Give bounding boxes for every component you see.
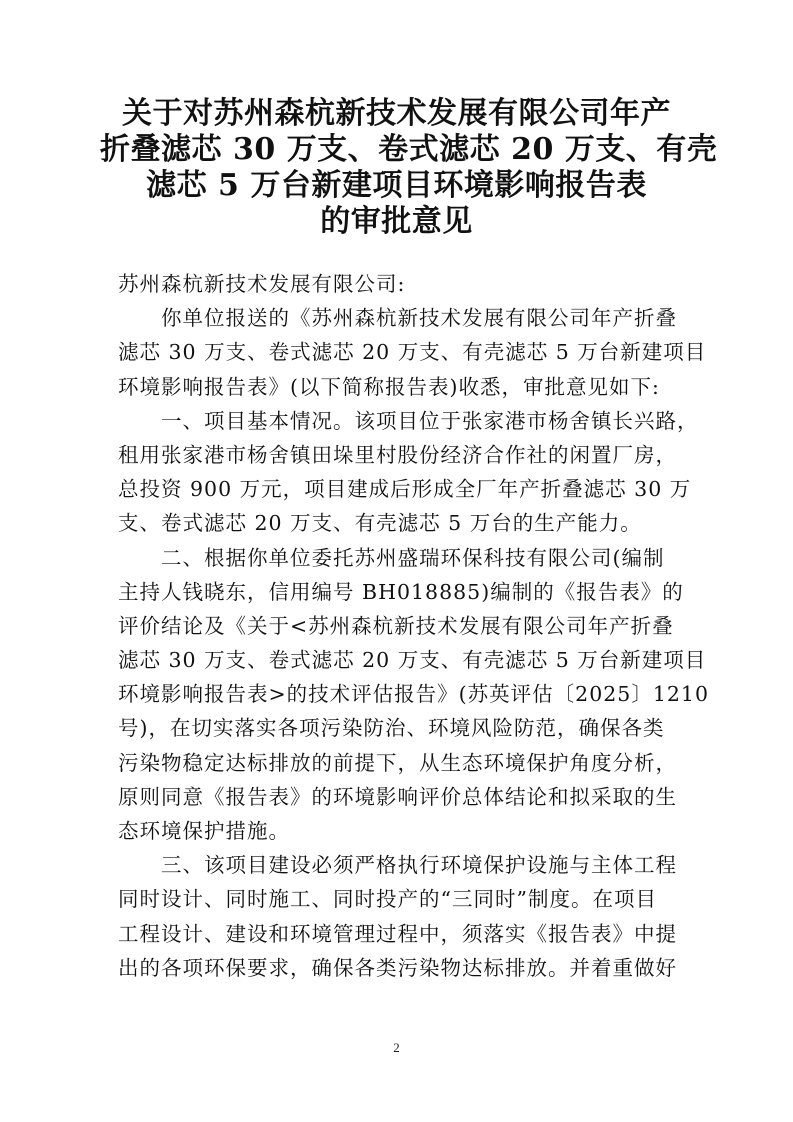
paragraph-line: 支、卷式滤芯 20 万支、有壳滤芯 5 万台的生产能力。 bbox=[118, 511, 642, 536]
paragraph-line: 环境影响报告表》(以下简称报告表)收悉，审批意见如下: bbox=[118, 374, 660, 399]
section-2-paragraph bbox=[118, 541, 710, 849]
section-1-paragraph bbox=[118, 404, 699, 541]
paragraph-line: 一、项目基本情况。该项目位于张家港市杨舍镇长兴路， bbox=[161, 408, 699, 433]
paragraph-line: 二、根据你单位委托苏州盛瑞环保科技有限公司(编制 bbox=[161, 545, 665, 570]
paragraph-line: 总投资 900 万元，项目建成后形成全厂年产折叠滤芯 30 万 bbox=[118, 477, 692, 502]
page-number: 2 bbox=[393, 1040, 400, 1055]
title-line: 的审批意见 bbox=[320, 204, 473, 239]
section-3-paragraph bbox=[118, 848, 688, 985]
paragraph-line: 工程设计、建设和环境管理过程中，须落实《报告表》中提 bbox=[118, 921, 677, 946]
title-line: 折叠滤芯 30 万支、卷式滤芯 20 万支、有壳 bbox=[100, 132, 718, 167]
paragraph-line: 评价结论及《关于<苏州森杭新技术发展有限公司年产折叠 bbox=[118, 613, 674, 638]
document-title bbox=[100, 96, 718, 240]
document-body bbox=[118, 267, 710, 985]
paragraph-line: 态环境保护措施。 bbox=[118, 819, 290, 843]
paragraph-line: 主持人钱晓东，信用编号 BH018885)编制的《报告表》的 bbox=[118, 579, 684, 604]
paragraph-line: 环境影响报告表>的技术评估报告》(苏英评估〔2025〕1210 bbox=[118, 682, 710, 707]
paragraph-line: 号)，在切实落实各项污染防治、环境风险防范，确保各类 bbox=[118, 716, 665, 741]
paragraph-line: 出的各项环保要求，确保各类污染物达标排放。并着重做好 bbox=[118, 955, 677, 980]
title-line: 关于对苏州森杭新技术发展有限公司年产 bbox=[122, 96, 671, 131]
title-line: 滤芯 5 万台新建项目环境影响报告表 bbox=[146, 168, 647, 203]
paragraph-line: 三、该项目建设必须严格执行环境保护设施与主体工程 bbox=[161, 853, 677, 878]
paragraph-line: 滤芯 30 万支、卷式滤芯 20 万支、有壳滤芯 5 万台新建项目 bbox=[118, 648, 707, 673]
paragraph-line: 原则同意《报告表》的环境影响评价总体结论和拟采取的生 bbox=[118, 784, 677, 809]
paragraph-line: 租用张家港市杨舍镇田垛里村股份经济合作社的闲置厂房， bbox=[118, 442, 677, 467]
intro-paragraph bbox=[118, 301, 707, 404]
paragraph-line: 同时设计、同时施工、同时投产的“三同时”制度。在项目 bbox=[118, 887, 657, 912]
paragraph-line: 你单位报送的《苏州森杭新技术发展有限公司年产折叠 bbox=[161, 306, 677, 331]
paragraph-line: 滤芯 30 万支、卷式滤芯 20 万支、有壳滤芯 5 万台新建项目 bbox=[118, 340, 707, 365]
salutation: 苏州森杭新技术发展有限公司: bbox=[118, 272, 406, 296]
paragraph-line: 污染物稳定达标排放的前提下，从生态环境保护角度分析， bbox=[118, 750, 677, 775]
